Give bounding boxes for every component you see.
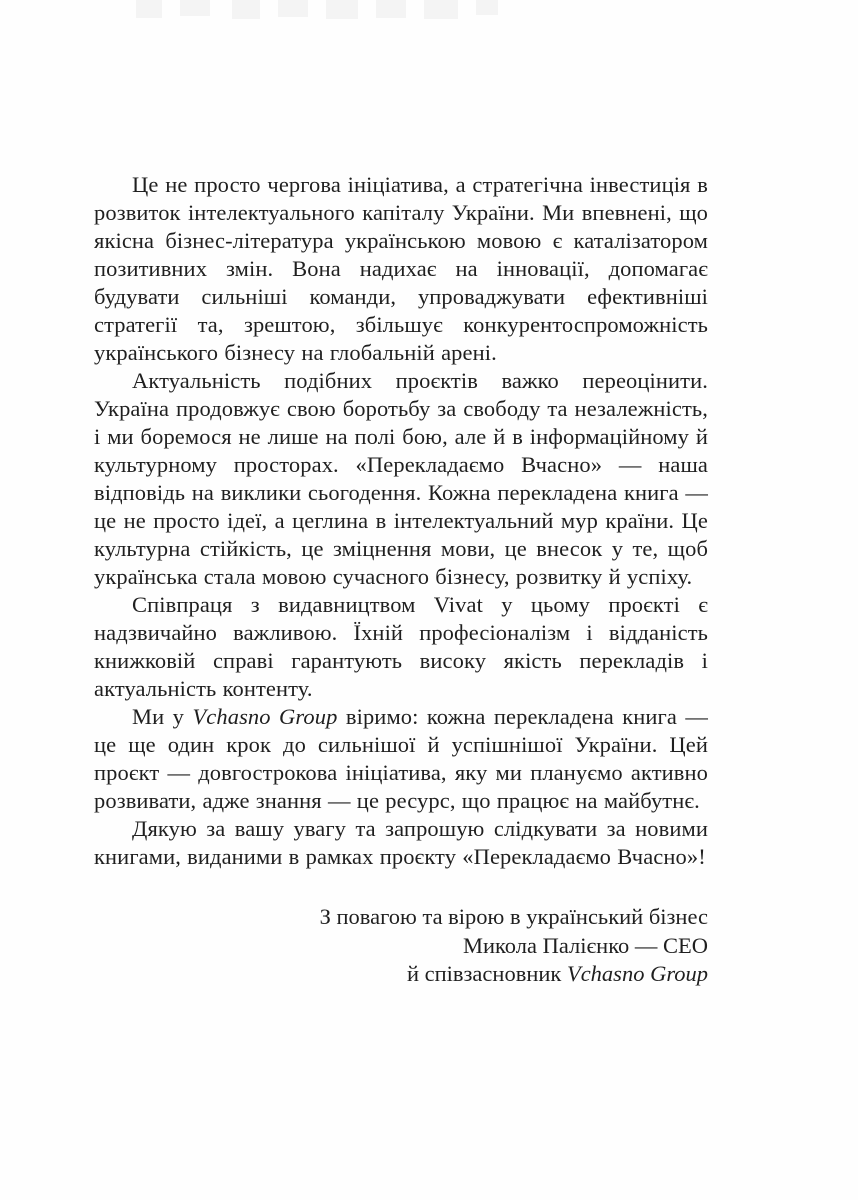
paragraph-vchasno-belief: [94, 703, 708, 815]
scan-artifact-fragment: [278, 0, 308, 17]
paragraph-vivat-cooperation: Співпраця з видавництвом Vivat у цьому проєкті є надзвичайно важливою. Їхній професіоналізм і відданість книжковій справі гарантують високу якість перекладів і актуальність контенту.: [94, 592, 708, 701]
signature-respect-line: З повагою та вірою в український бізнес: [319, 904, 708, 929]
company-name-italic: Vchasno Group: [192, 704, 338, 729]
signature-author-name: Микола Палієнко — CEO: [462, 932, 708, 958]
scan-artifact-fragment: [136, 0, 162, 18]
signature-role-line: [94, 960, 708, 989]
company-name-italic: Vchasno Group: [566, 961, 708, 986]
page-top-scan-artifact: [128, 0, 508, 20]
signature-block: [94, 903, 708, 989]
scan-artifact-fragment: [326, 0, 358, 19]
scan-artifact-fragment: [424, 0, 458, 19]
paragraph-relevance: Актуальність подібних проєктів важко переоцінити. Україна продовжує свою боротьбу за свободу та незалежність, і ми боремося не лише на полі бою, але й в інформаційному й культурному просторах. «Перекладаємо Вчасно» — наша відповідь на виклики сьогодення. Кожна перекладена книга — це не просто ідеї, а цеглина в інтелектуальний мур країни. Це культурна стійкість, це зміцнення мови, це внесок у те, щоб українська стала мовою сучасного бізнесу, розвитку й успіху.: [94, 368, 708, 589]
paragraph-vchasno-belief-rest: віримо: кожна перекладена книга — це ще один крок до сильнішої й успішнішої України. Цей проєкт — довгострокова ініціатива, яку ми плануємо активно розвивати, адже знання — це ресурс, що працює на майбутнє.: [94, 704, 708, 813]
foreword-text-block: [94, 171, 708, 989]
scan-artifact-fragment: [180, 0, 210, 16]
scan-artifact-fragment: [376, 0, 406, 18]
signature-role-lead: й співзасновник: [406, 961, 567, 986]
paragraph-thanks: Дякую за вашу увагу та запрошую слідкувати за новими книгами, виданими в рамках проєкту «Перекладаємо Вчасно»!: [94, 816, 708, 869]
paragraph-vchasno-belief-lead: Ми у: [132, 704, 193, 729]
scan-artifact-fragment: [476, 0, 498, 15]
scan-artifact-fragment: [232, 0, 260, 19]
paragraph-initiative: Це не просто чергова ініціатива, а стратегічна інвестиція в розвиток інтелектуального капіталу України. Ми впевнені, що якісна бізнес-література українською мовою є каталізатором позитивних змін. Вона надихає на інновації, допомагає будувати сильніші команди, упроваджувати ефективніші стратегії та, зрештою, збільшує конкурентоспроможність українського бізнесу на глобальній арені.: [94, 172, 708, 365]
